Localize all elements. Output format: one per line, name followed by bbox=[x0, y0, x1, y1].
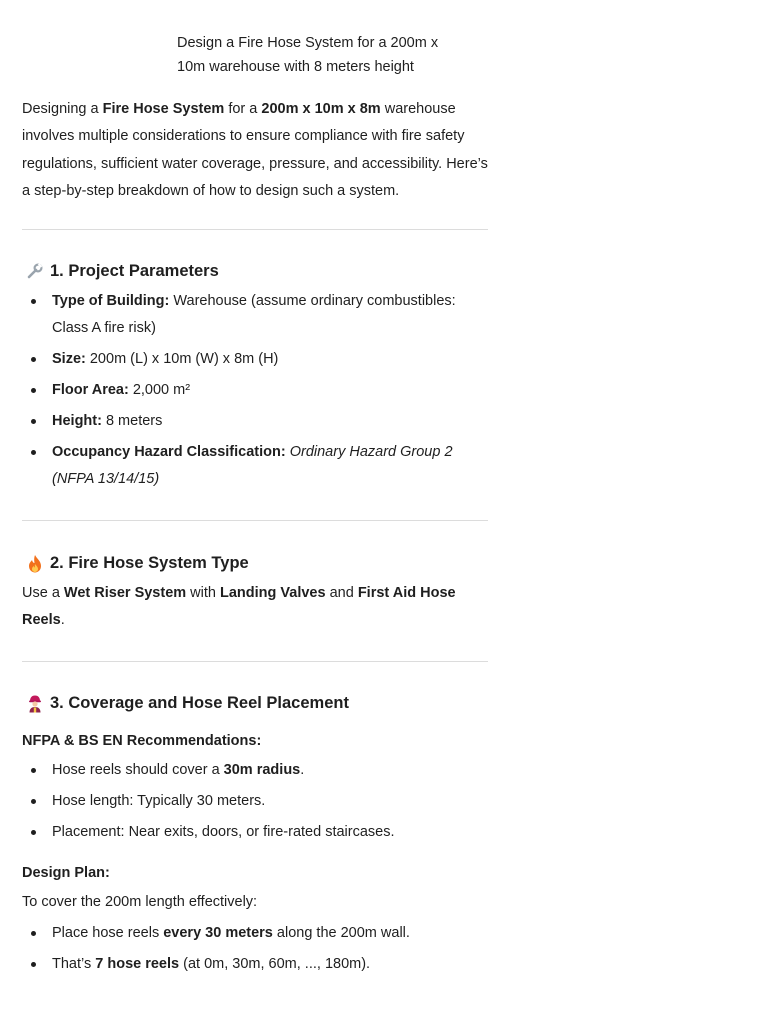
list-item: Type of Building: Warehouse (assume ordinary combustibles: Class A fire risk) bbox=[22, 288, 488, 342]
section-divider bbox=[22, 661, 488, 662]
list-item: Hose reels should cover a 30m radius. bbox=[22, 757, 488, 784]
section2-title: 2. Fire Hose System Type bbox=[50, 553, 249, 572]
list-item: That’s 7 hose reels (at 0m, 30m, 60m, ..., 180m). bbox=[22, 951, 488, 978]
section1-title: 1. Project Parameters bbox=[50, 261, 219, 280]
section3-title: 3. Coverage and Hose Reel Placement bbox=[50, 693, 349, 712]
list-item: Place hose reels every 30 meters along the 200m wall. bbox=[22, 920, 488, 947]
section3-heading bbox=[22, 691, 488, 715]
project-parameters-list bbox=[22, 288, 488, 493]
list-item: Floor Area: 2,000 m² bbox=[22, 377, 488, 404]
wrench-icon bbox=[25, 261, 45, 281]
fire-icon bbox=[25, 553, 45, 573]
recommendations-list bbox=[22, 757, 488, 846]
section1-heading bbox=[22, 259, 488, 283]
section-divider bbox=[22, 520, 488, 521]
user-prompt: Design a Fire Hose System for a 200m x 10m warehouse with 8 meters height bbox=[177, 35, 439, 75]
system-type-paragraph: Use a Wet Riser System with Landing Valves and First Aid Hose Reels. bbox=[22, 585, 456, 629]
list-item: Size: 200m (L) x 10m (W) x 8m (H) bbox=[22, 346, 488, 373]
firefighter-icon bbox=[25, 693, 45, 713]
section2-heading bbox=[22, 551, 488, 575]
intro-paragraph: Designing a Fire Hose System for a 200m x 10m x 8m warehouse involves multiple considerations to ensure compliance with fire safety regulations, sufficient water coverage, pressure, and accessibility. Here’s a step-by-step breakdown of how to design such a system. bbox=[22, 101, 488, 199]
recommendations-heading: NFPA & BS EN Recommendations: bbox=[22, 733, 262, 750]
design-plan-heading: Design Plan: bbox=[22, 865, 110, 882]
design-plan-list bbox=[22, 920, 488, 978]
design-plan-intro: To cover the 200m length effectively: bbox=[22, 894, 258, 911]
chat-transcript bbox=[22, 0, 488, 978]
list-item: Placement: Near exits, doors, or fire-rated staircases. bbox=[22, 819, 488, 846]
section-divider bbox=[22, 229, 488, 230]
list-item: Occupancy Hazard Classification: Ordinary Hazard Group 2 (NFPA 13/14/15) bbox=[22, 439, 488, 493]
list-item: Height: 8 meters bbox=[22, 408, 488, 435]
list-item: Hose length: Typically 30 meters. bbox=[22, 788, 488, 815]
